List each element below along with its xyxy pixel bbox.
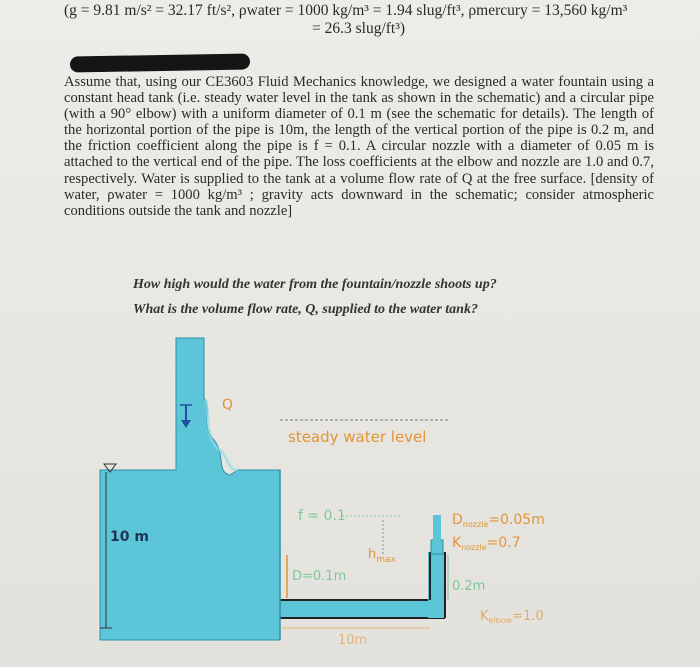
pipe-diameter-label: D=0.1m (292, 569, 347, 584)
question-2: What is the volume flow rate, Q, supplied to the water tank? (133, 302, 478, 317)
steady-level-label: steady water level (288, 428, 427, 446)
nozzle (431, 540, 443, 554)
elbow-k-label: $K_{elbow}=1.0$ (480, 609, 544, 625)
constants-line-2: = 26.3 slug/ft³) (312, 20, 406, 37)
constants-line-1: (g = 9.81 m/s² = 32.17 ft/s², ρwater = 1000 kg/m³ = 1.94 slug/ft³, ρmercury = 13,560 kg/m³ (64, 2, 628, 19)
tank-height-label: 10 m (110, 529, 149, 545)
water-jet (433, 515, 441, 541)
nozzle-diameter-label: $D_{nozzle}=0.05m$ (452, 512, 545, 529)
question-1: How high would the water from the fountain/nozzle shoots up? (133, 277, 497, 292)
q-label: Q (222, 397, 234, 413)
vertical-length-label: 0.2m (452, 579, 486, 594)
nozzle-k-label: $K_{nozzle}=0.7$ (452, 535, 521, 552)
horizontal-pipe (280, 600, 430, 618)
friction-label: f = 0.1 (298, 508, 346, 524)
horizontal-length-label: 10m (338, 633, 368, 648)
hmax-label: $h_{max}$ (368, 547, 396, 565)
problem-paragraph: Assume that, using our CE3603 Fluid Mechanics knowledge, we designed a water fountain using a constant head tank (i.e. steady water level in the tank as shown in the schematic) and a circular pipe (with a 90° elbow) with a uniform diameter of 0.1 m (see the schematic for details). The length of the horizontal portion of the pipe is 10m, the length of the vertical portion of the pipe is 0.2 m, and the friction coefficient along the pipe is f = 0.1. A circular nozzle with a diameter of 0.05 m is attached to the vertical end of the pipe. The loss coefficients at the elbow and nozzle are 1.0 and 0.7, respectively. Water is supplied to the tank at a volume flow rate of Q at the free surface. [density of water, ρwater = 1000 kg/m³ ; gravity acts downward in the schematic; consider atmospheric conditions outside the tank and nozzle] (64, 74, 654, 219)
tank-water (100, 338, 280, 640)
